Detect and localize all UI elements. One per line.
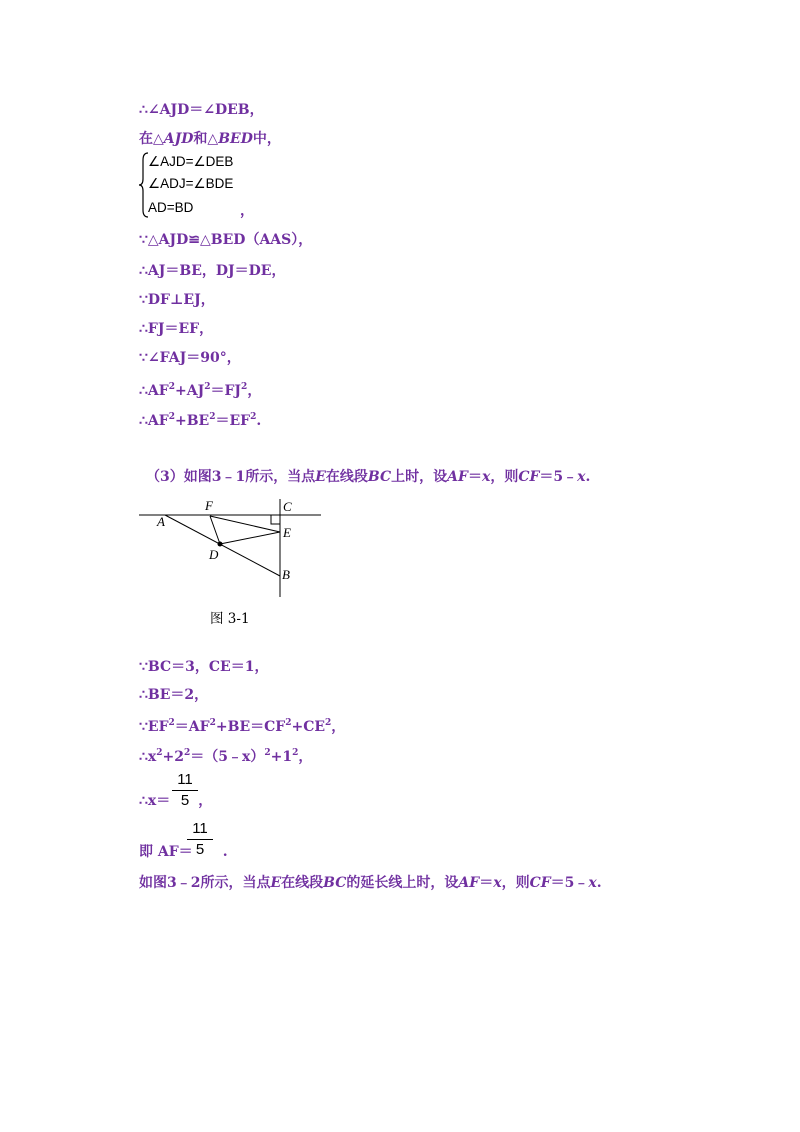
line-de [220, 532, 280, 544]
geometry-figure [139, 495, 324, 600]
label-d: D [209, 547, 219, 562]
system-row-3: AD=BD [148, 200, 194, 215]
label-b: B [282, 567, 290, 582]
point-d [218, 542, 223, 547]
fraction-x-value: 11 5 [172, 771, 198, 810]
line-x-result: ∴x＝ ， [139, 793, 213, 809]
figure-caption: 图 3-1 [210, 611, 250, 627]
line-ef-squared: $\because EF^2=AF^2+BE=CF^2+CE^2$， [139, 718, 346, 735]
line-angle-equal: ∴∠AJD＝∠DEB， [139, 102, 264, 118]
line-fj-ef: ∴FJ＝EF， [139, 321, 214, 337]
line-be: ∴BE＝2， [139, 687, 209, 703]
line-pythag-1: $\therefore AF^2+AJ^2=FJ^2$， [139, 382, 262, 399]
label-c: C [283, 499, 292, 514]
label-a: A [157, 514, 165, 529]
label-e: E [283, 525, 291, 540]
fraction-af-value: 11 5 [187, 820, 213, 859]
line-part3-case2: 如图3﹣2所示，当点E在线段BC的延长线上时，设AF＝x，则CF＝5﹣x. [139, 875, 602, 891]
line-in-triangles: 在△AJD和△BED中， [139, 131, 281, 147]
line-af-result: 即 AF＝ . [139, 844, 228, 860]
line-congruent: ∵△AJD≌△BED（AAS）， [139, 232, 313, 248]
line-aj-be: ∴AJ＝BE，DJ＝DE， [139, 263, 286, 279]
line-fe [210, 516, 280, 532]
system-comma: ， [240, 203, 254, 219]
system-row-1: ∠AJD=∠DEB [148, 154, 234, 169]
line-equation-x: $\therefore x^2+2^2=(5﹣x)^2+1^2$， [139, 748, 313, 765]
line-ab [165, 515, 280, 576]
line-df-perp: ∵DF⊥EJ， [139, 292, 215, 308]
system-row-2: ∠ADJ=∠BDE [148, 176, 234, 191]
line-bc-ce: ∵BC＝3，CE＝1， [139, 659, 269, 675]
line-pythag-2: $\therefore AF^2+BE^2=EF^2$. [139, 412, 262, 429]
right-angle-mark [271, 515, 280, 524]
line-angle-90: ∵∠FAJ＝90°， [139, 350, 241, 366]
line-part3: （3）如图3﹣1所示，当点E在线段BC上时，设AF＝x，则CF＝5﹣x. [146, 469, 591, 485]
label-f: F [205, 498, 213, 513]
